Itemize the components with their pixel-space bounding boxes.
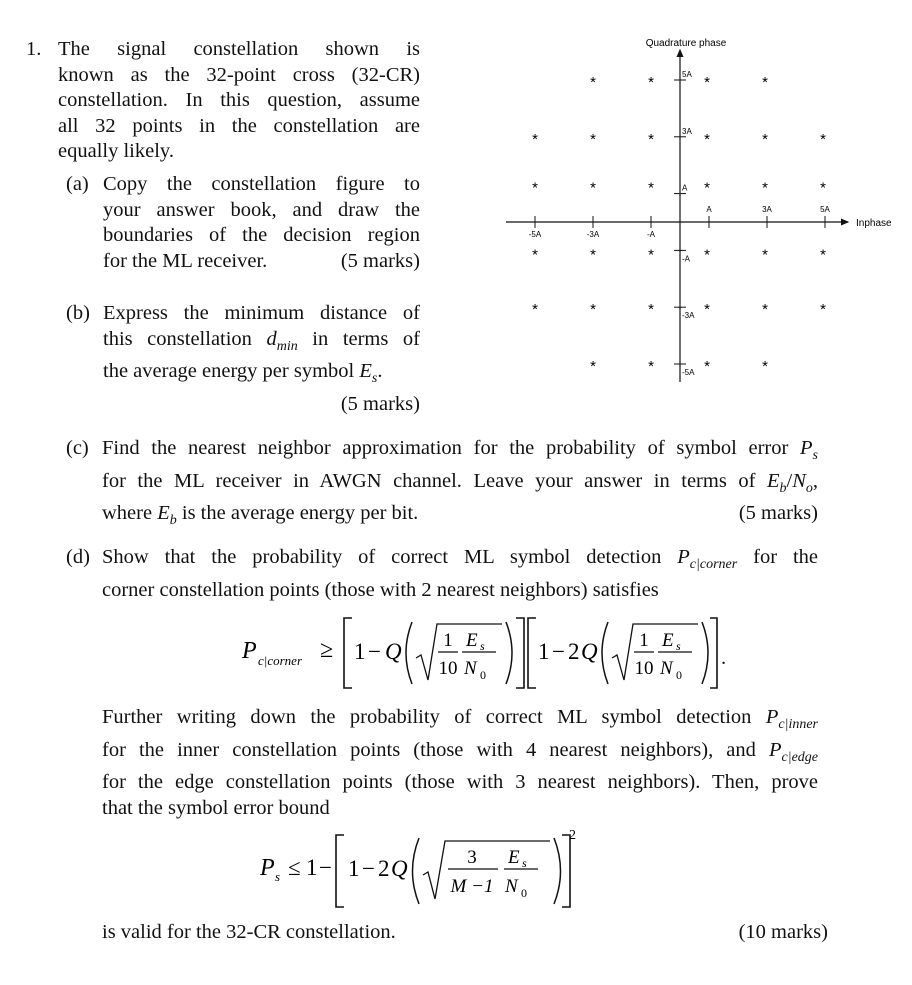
x-tick-label: 3A <box>762 205 772 214</box>
dmin-symbol: d <box>266 327 277 350</box>
eq1-n-sub-2: 0 <box>676 668 682 682</box>
eq2-one-in: 1 <box>348 856 360 881</box>
eq2-exponent: 2 <box>569 828 576 843</box>
part-c-line-3-post: is the average energy per bit. <box>176 502 419 525</box>
eq1-n-sub-1: 0 <box>480 668 486 682</box>
eq1-bracket-open-1 <box>344 618 352 688</box>
eq1-n-1: N <box>464 658 477 679</box>
eq1-bracket-close-1 <box>516 618 524 688</box>
eq2-frac-den: M −1 <box>450 876 494 897</box>
eq2-n: N <box>505 876 518 897</box>
eq1-p-sub: c|corner <box>258 653 303 668</box>
part-b-line-2-post: in terms of <box>297 327 420 350</box>
eb-symbol: E <box>766 469 780 492</box>
constellation-point: * <box>704 301 710 319</box>
eb2-symbol: E <box>157 502 170 525</box>
part-b-line-2-pre: this constellation <box>103 327 267 350</box>
constellation-point: * <box>820 246 826 264</box>
inphase-axis-label: Inphase <box>856 218 892 229</box>
eb2-subscript: b <box>169 513 177 529</box>
constellation-point: * <box>590 130 596 148</box>
question-intro <box>58 37 420 165</box>
constellation-point: * <box>532 130 538 148</box>
pc-inner-symbol: P <box>765 706 779 728</box>
part-d-line-1 <box>102 545 818 578</box>
part-a-marks: (5 marks) <box>340 249 420 272</box>
no-subscript: o <box>805 480 813 496</box>
part-c-line-3-pre: where <box>102 502 158 525</box>
part-d-p2-line-2 <box>102 738 818 771</box>
part-b-line-1: Express the minimum distance of <box>103 302 420 324</box>
eq1-e-2: E <box>662 630 674 651</box>
eq1-e-sub-2: s <box>676 639 681 653</box>
pc-inner-subscript: c|inner <box>778 717 818 733</box>
eq1-p: P <box>242 638 257 664</box>
part-c-text <box>102 436 818 527</box>
eq2-minus: − <box>319 855 332 880</box>
part-c-line-1-pre: Find the nearest neighbor approximation for the probability of symbol error <box>102 437 801 459</box>
intro-line-1: The signal constellation shown is <box>58 38 420 60</box>
constellation-point: * <box>532 246 538 264</box>
eq1-e-1: E <box>466 630 478 651</box>
constellation-point: * <box>704 358 710 375</box>
eq1-two: 2 <box>568 639 580 664</box>
eq2-n-sub: 0 <box>521 886 527 900</box>
part-d-p2-line-1 <box>102 705 818 738</box>
eq2-bracket-open <box>336 835 344 907</box>
part-a-line-2: your answer book, and draw the <box>103 198 420 221</box>
no-symbol: N <box>792 469 806 492</box>
eq1-paren-close-1 <box>506 622 512 684</box>
eq2-leq: ≤ <box>288 855 301 880</box>
part-d-p2-line-3: for the edge constellation points (those with 3 nearest neighbors). Then, prove <box>102 771 818 794</box>
part-b-line-3-pre: the average energy per symbol <box>103 360 360 383</box>
constellation-point: * <box>590 179 596 197</box>
constellation-point: * <box>532 179 538 197</box>
part-b-text <box>103 301 420 417</box>
eq1-period: . <box>721 647 727 669</box>
part-b-line-2 <box>103 327 420 360</box>
constellation-point: * <box>762 301 768 319</box>
part-d-final-line: is valid for the 32-CR constellation. <box>102 921 396 943</box>
eq2-p: P <box>260 855 275 881</box>
constellation-point: * <box>648 179 654 197</box>
ps-symbol: P <box>800 437 813 459</box>
eq1-minus-2: − <box>552 639 565 664</box>
part-d-line-1-pre: Show that the probability of correct ML symbol detection <box>102 546 678 568</box>
eb-subscript: b <box>779 480 787 496</box>
x-tick-label: -A <box>647 230 655 239</box>
x-tick-label: -3A <box>586 230 600 239</box>
eq2-e-sub: s <box>522 856 527 870</box>
eq1-one-2: 1 <box>538 639 550 664</box>
es-symbol: E <box>359 360 372 383</box>
constellation-point: * <box>820 301 826 319</box>
intro-line-5: equally likely. <box>58 140 174 162</box>
x-tick-label: -5A <box>528 230 542 239</box>
part-d-line-1-post: for the <box>737 546 818 568</box>
pc-corner-subscript: c|corner <box>689 557 738 573</box>
eq1-geq: ≥ <box>320 637 334 663</box>
eq1-bracket-close-2 <box>710 618 717 688</box>
eq2-bracket-close <box>562 835 570 907</box>
eq2-one: 1 <box>306 855 318 880</box>
part-d-paragraph-2 <box>102 705 818 821</box>
constellation-point: * <box>762 130 768 148</box>
part-d-p2-line-2-pre: for the inner constellation points (those with 4 nearest neighbors), and <box>102 738 769 761</box>
ebno-slash: / <box>786 469 793 492</box>
eq1-e-sub-1: s <box>480 639 485 653</box>
eq2-p-sub: s <box>275 869 281 884</box>
equation-corner-bound <box>240 608 720 698</box>
part-c-line-2 <box>102 469 818 502</box>
eq2-q: Q <box>391 856 408 881</box>
eq2-paren-open <box>413 838 420 904</box>
quadrature-axis-label: Quadrature phase <box>645 38 727 49</box>
pc-edge-symbol: P <box>768 738 782 761</box>
part-d-p2-line-1-pre: Further writing down the probability of correct ML symbol detection <box>102 706 766 728</box>
eq1-frac-den-2: 10 <box>634 658 654 679</box>
eq2-two: 2 <box>378 856 390 881</box>
y-tick-label: A <box>682 183 688 193</box>
part-d-final <box>102 920 828 946</box>
x-tick-label: A <box>706 205 712 214</box>
eq2-e: E <box>508 847 520 868</box>
constellation-point: * <box>704 246 710 264</box>
constellation-point: * <box>762 246 768 264</box>
part-d-text <box>102 545 818 603</box>
y-tick-label: -A <box>682 254 690 264</box>
constellation-point: * <box>648 246 654 264</box>
part-c-label: (c) <box>66 437 89 459</box>
constellation-point: * <box>590 358 596 375</box>
part-a-line-4: for the ML receiver. <box>103 249 268 272</box>
constellation-points <box>532 74 826 375</box>
y-tick-label: 3A <box>682 126 692 136</box>
part-c-marks: (5 marks) <box>738 502 818 525</box>
eq1-paren-open-2 <box>602 622 608 684</box>
part-a-line-3: boundaries of the decision region <box>103 224 420 246</box>
constellation-point: * <box>532 301 538 319</box>
part-d-marks: (10 marks) <box>738 921 828 943</box>
ps-subscript: s <box>812 448 818 464</box>
eq1-frac-den-1: 10 <box>438 658 458 679</box>
y-tick-label: 5A <box>682 70 692 79</box>
constellation-point: * <box>590 246 596 264</box>
eq1-paren-open-1 <box>406 622 412 684</box>
constellation-point: * <box>820 130 826 148</box>
y-tick-label: -3A <box>682 311 695 321</box>
part-a-line-1: Copy the constellation figure to <box>103 173 420 195</box>
eq1-frac-num-2: 1 <box>639 630 649 651</box>
constellation-point: * <box>648 301 654 319</box>
eq1-bracket-open-2 <box>528 618 536 688</box>
part-c-line-2-post: , <box>812 469 818 492</box>
constellation-point: * <box>590 301 596 319</box>
pc-edge-subscript: c|edge <box>781 749 818 765</box>
intro-line-4: all 32 points in the constellation are <box>58 114 420 137</box>
part-c-line-3 <box>102 502 419 529</box>
constellation-point: * <box>648 130 654 148</box>
eq1-n-2: N <box>660 658 673 679</box>
part-b-line-3 <box>103 359 420 392</box>
constellation-point: * <box>648 74 654 91</box>
constellation-point: * <box>704 179 710 197</box>
eq2-minus-in: − <box>362 856 375 881</box>
intro-line-2: known as the 32-point cross (32-CR) <box>58 63 420 86</box>
part-b-marks: (5 marks) <box>340 392 420 415</box>
eq2-paren-close <box>554 838 561 904</box>
eq2-frac-num: 3 <box>467 847 477 868</box>
part-b-line-3-post: . <box>377 360 383 383</box>
constellation-point: * <box>590 74 596 91</box>
equation-error-bound <box>258 823 578 918</box>
constellation-point: * <box>820 179 826 197</box>
constellation-point: * <box>762 179 768 197</box>
intro-line-3: constellation. In this question, assume <box>58 89 420 111</box>
part-a-text <box>103 172 420 274</box>
eq1-q-1: Q <box>385 639 402 664</box>
part-b-label: (b) <box>66 302 90 324</box>
part-c-line-1 <box>102 436 818 469</box>
eq1-one-1: 1 <box>354 639 366 664</box>
part-d-p2-line-4: that the symbol error bound <box>102 796 330 819</box>
eq1-frac-num-1: 1 <box>443 630 453 651</box>
dmin-subscript: min <box>276 338 298 354</box>
constellation-point: * <box>704 130 710 148</box>
part-a-label: (a) <box>66 173 89 195</box>
constellation-point: * <box>648 358 654 375</box>
part-d-label: (d) <box>66 546 90 568</box>
es-subscript: s <box>371 371 378 387</box>
constellation-point: * <box>704 74 710 91</box>
x-tick-label: 5A <box>820 205 830 214</box>
eq1-q-2: Q <box>581 639 598 664</box>
part-c-line-2-pre: for the ML receiver in AWGN channel. Leave your answer in terms of <box>102 469 767 492</box>
constellation-figure <box>502 30 892 390</box>
eq1-paren-close-2 <box>702 622 708 684</box>
eq1-minus-1: − <box>368 639 381 664</box>
pc-corner-symbol: P <box>677 546 690 568</box>
part-d-line-2: corner constellation points (those with 2 nearest neighbors) satisfies <box>102 578 659 601</box>
question-number: 1. <box>26 38 42 60</box>
constellation-point: * <box>762 74 768 91</box>
y-tick-group <box>674 70 695 377</box>
constellation-point: * <box>762 358 768 375</box>
y-tick-label: -5A <box>682 368 695 377</box>
